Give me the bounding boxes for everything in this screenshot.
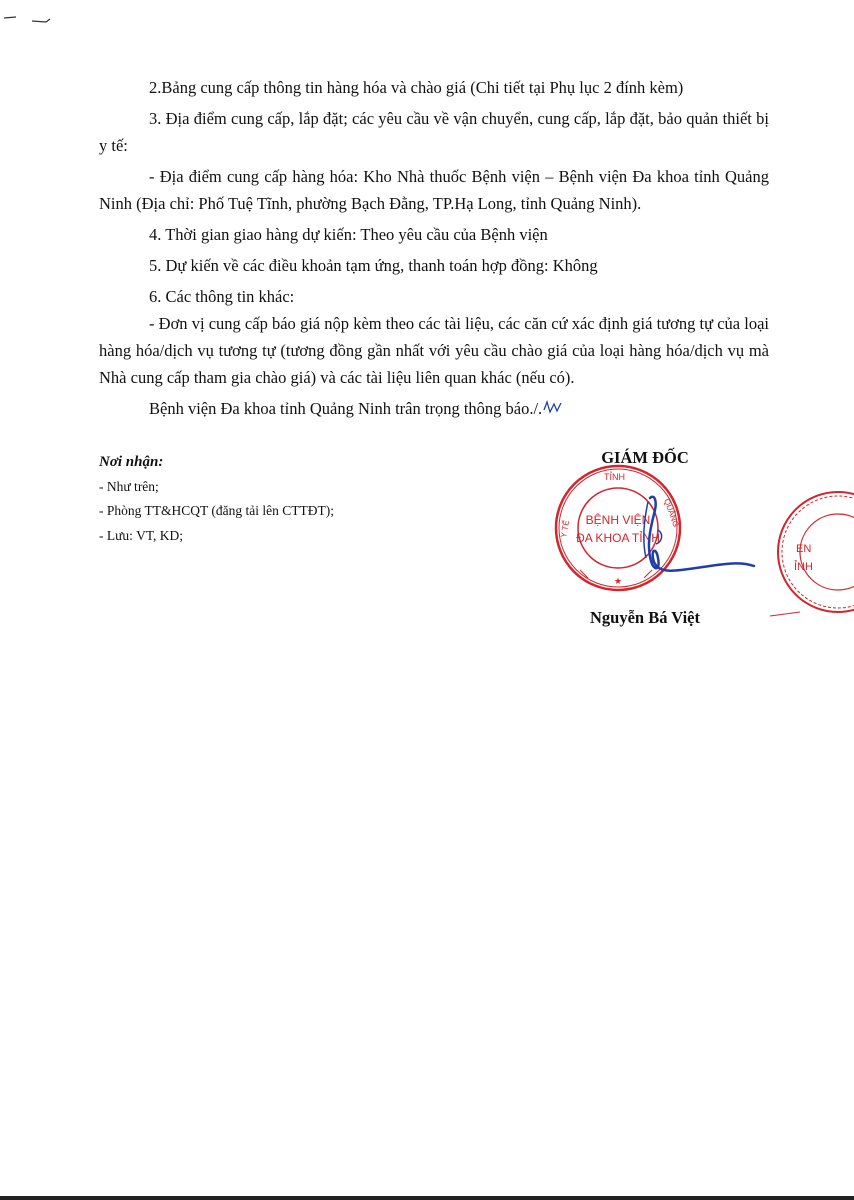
paragraph-delivery-address: - Địa điểm cung cấp hàng hóa: Kho Nhà thuốc Bệnh viện – Bệnh viện Đa khoa tỉnh Quảng Ninh (Địa chỉ: Phố Tuệ Tĩnh, phường Bạch Đằng, TP.Hạ Long, tỉnh Quảng Ninh). (99, 167, 769, 213)
recipient-item: - Như trên; (99, 478, 159, 494)
recipients-block (99, 450, 459, 548)
seal-line-2: ĐA KHOA TỈNH (576, 531, 660, 545)
seal-ring-left: Y TẾ (559, 519, 572, 539)
recipients-heading: Nơi nhận: (99, 454, 164, 470)
recipient-item: - Phòng TT&HCQT (đăng tải lên CTTĐT); (99, 503, 334, 518)
paragraph-supporting-documents: - Đơn vị cung cấp báo giá nộp kèm theo các tài liệu, các căn cứ xác định giá tương tự của loại hàng hóa/dịch vụ tương tự (tương đồng gần nhất với yêu cầu chào giá của loại hàng hóa/dịch vụ mà Nhà cung cấp tham gia chào giá) và các tài liệu liên quan khác (nếu có). (99, 314, 769, 387)
body-text (99, 74, 769, 422)
partial-seal-overlap (760, 488, 854, 622)
paragraph-closing (99, 395, 769, 422)
paragraph-delivery-time: 4. Thời gian giao hàng dự kiến: Theo yêu cầu của Bệnh viện (149, 225, 548, 244)
paragraph-other-info: 6. Các thông tin khác: (149, 287, 295, 306)
seal-ring-right: QUẢNG (662, 497, 681, 529)
initial-mark (542, 400, 564, 416)
scan-bottom-edge (0, 1196, 854, 1200)
recipient-item: - Lưu: VT, KD; (99, 527, 184, 543)
paragraph-delivery-location-requirements: 3. Địa điểm cung cấp, lắp đặt; các yêu cầu về vận chuyển, cung cấp, lắp đặt, bảo quản thiết bị y tế: (99, 109, 769, 155)
signer-name: Nguyễn Bá Việt (589, 608, 700, 627)
svg-text:ỈNH: ỈNH (794, 561, 813, 573)
seal-line-1: BỆNH VIỆN (585, 513, 651, 527)
seal-star: ★ (614, 577, 623, 587)
paragraph-price-info-table: 2.Bảng cung cấp thông tin hàng hóa và chào giá (Chi tiết tại Phụ lục 2 đính kèm) (149, 78, 684, 97)
svg-text:ẸN: ẸN (796, 543, 812, 555)
closing-text: Bệnh viện Đa khoa tỉnh Quảng Ninh trân trọng thông báo./. (149, 399, 543, 418)
seal-ring-top: TỈNH (604, 472, 625, 482)
scan-corner-mark (2, 12, 52, 26)
paragraph-payment-terms: 5. Dự kiến về các điều khoản tạm ứng, thanh toán hợp đồng: Không (149, 256, 598, 275)
handwritten-signature (620, 490, 770, 590)
signer-title: GIÁM ĐỐC (601, 448, 689, 467)
